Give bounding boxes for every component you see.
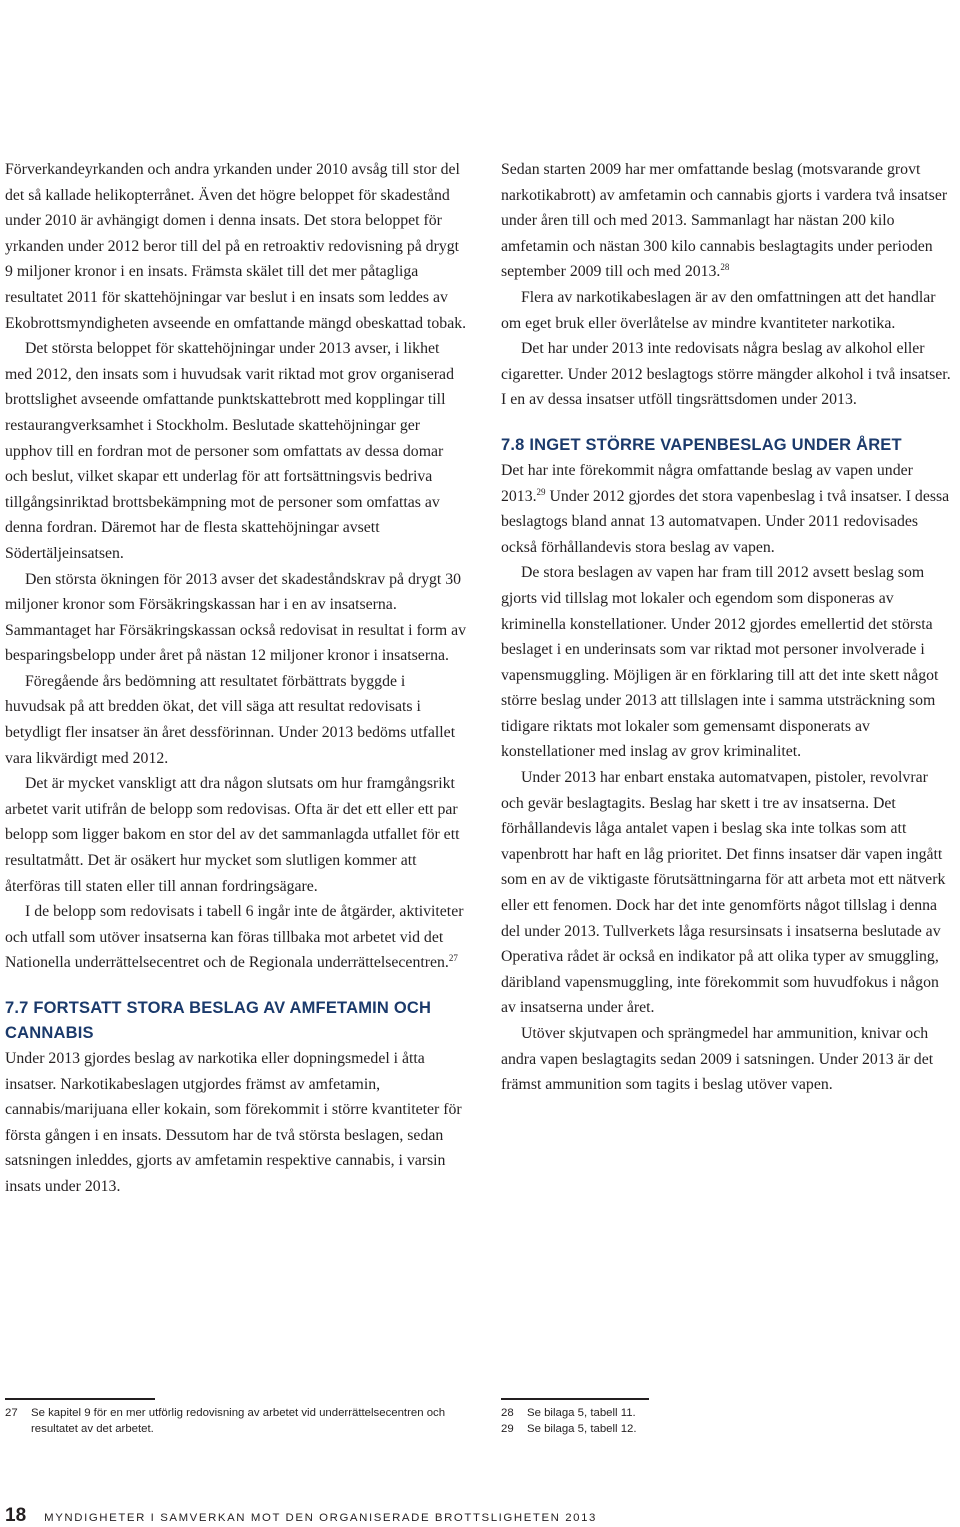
running-title: MYNDIGHETER I SAMVERKAN MOT DEN ORGANISERADE BROTTSLIGHETEN 2013 — [44, 1512, 597, 1524]
paragraph: Sedan starten 2009 har mer omfattande beslag (motsvarande grovt narkotikabrott) av amfetamin och cannabis gjorts i vardera två insatser under åren till och med 2013. Sammanlagt har nästan 200 kilo amfetamin och nästan 300 kilo cannabis beslagtagits under perioden september 2009 till och med 2013.28 — [501, 161, 948, 281]
left-column — [5, 157, 467, 1200]
footnote-number: 29 — [501, 1422, 514, 1435]
footnotes-left — [5, 1398, 467, 1437]
paragraph: Under 2013 gjordes beslag av narkotika eller dopningsmedel i åtta insatser. Narkotikabeslagen utgjordes främst av amfetamin, cannabis/marijuana eller kokain, som förekommit i större kvantiteter för första gången i en insats. Dessutom har de två största beslagen, sedan satsningen inleddes, gjorts av amfetamin respektive cannabis, i varsin insats under 2013. — [5, 1050, 462, 1195]
footnote — [5, 1406, 467, 1437]
section-heading-7-8: 7.8 INGET STÖRRE VAPENBESLAG UNDER ÅRET — [501, 435, 902, 454]
footnote-reference: 29 — [536, 486, 546, 497]
footnotes-right — [501, 1398, 701, 1437]
footnote-divider — [5, 1398, 155, 1400]
paragraph: Förverkandeyrkanden och andra yrkanden under 2010 avsåg till stor del det så kallade helikopterrånet. Även det högre beloppet för skadestånd under 2010 är avhängigt domen i denna insats. Det stora beloppet för yrkanden under 2012 beror till del på en retroaktiv redovisning på drygt 9 miljoner kronor i en insats. Främsta skälet till det mer påtagliga resultatet 2011 för skattehöjningar var beslut i en insats som leddes av Ekobrottsmyndigheten avseende en omfattande mängd obeskattad tobak. — [5, 161, 467, 332]
section-heading-7-7: 7.7 FORTSATT STORA BESLAG AV AMFETAMIN OCH CANNABIS — [5, 999, 432, 1042]
paragraph: De stora beslagen av vapen har fram till 2012 avsett beslag som gjorts vid tillslag mot lokaler och egendom som disponeras av kriminella konstellationer. Under 2012 gjordes emellertid det största beslaget i en underinsats som var riktad mot personer involverade i vapensmuggling. Möjligen är en förklaring till att det inte skett något större beslag under 2013 att tillslagen inte i samma utsträckning som tidigare riktats mot lokaler som gemensamt disponerats av konstellationer med inslag av grov kriminalitet. — [501, 564, 939, 761]
paragraph: Föregående års bedömning att resultatet förbättrats byggde i huvudsak på att bredden ökat, det vill säga att resultat redovisats i betydligt fler insatser än året dessförinnan. Under 2013 bedöms utfallet vara likvärdigt med 2012. — [5, 672, 456, 767]
footnote-reference: 27 — [448, 953, 458, 964]
paragraph: Det har inte förekommit några omfattande beslag av vapen under 2013.29 Under 2012 gjordes det stora vapenbeslag i två insatser. I dessa beslagtogs bland annat 13 automatvapen. Under 2011 redovisades också förhållandevis stora beslag av vapen. — [501, 461, 950, 556]
paragraph: I de belopp som redovisats i tabell 6 ingår inte de åtgärder, aktiviteter och utfall som utöver insatserna kan föras tillbaka mot arbetet vid det Nationella underrättelsecentret och de Regionala underrättelsecentren.$^{27}$ — [5, 903, 464, 972]
footnote — [501, 1422, 701, 1438]
footnote-divider — [501, 1398, 649, 1400]
paragraph: Det är mycket vanskligt att dra någon slutsats om hur framgångsrikt arbetet varit utifrån de belopp som redovisas. Ofta är det ett eller ett par belopp som ligger bakom en stor del av det sammanlagda utfallet för ett resultatmått. Det är osäkert hur mycket som slutligen kommer att återföras till staten eller till annan fordringsägare. — [5, 775, 460, 895]
paragraph: Flera av narkotikabeslagen är av den omfattningen att det handlar om eget bruk eller överlåtelse av mindre kvantiteter narkotika. — [501, 288, 936, 332]
footnote-text: Se kapitel 9 för en mer utförlig redovisning av arbetet vid underrättelsecentren och resultatet av det arbetet. — [31, 1407, 446, 1435]
right-column — [501, 157, 953, 1098]
footnote — [501, 1406, 701, 1422]
paragraph: Det har under 2013 inte redovisats några beslag av alkohol eller cigaretter. Under 2012 beslagtogs större mängder alkohol i två insatser. I en av dessa insatser utföll tingsrättsdomen under 2013. — [501, 340, 951, 409]
page-footer — [5, 1505, 597, 1527]
footnote-number: 27 — [5, 1407, 18, 1419]
footnote-reference: 28 — [720, 262, 730, 273]
paragraph: Under 2013 har enbart enstaka automatvapen, pistoler, revolvrar och gevär beslagtagits. Beslag har skett i tre av insatserna. Det förhållandevis låga antalet vapen i beslag ska inte tolkas som att vapenbrott har haft en låg prioritet. Det finns insatser där vapen ingått som en av de viktigaste förutsättningarna för att arbeta mot ett nätverk eller ett fenomen. Dock har det inte genomförts något tillslag i denna del under 2013. Tullverkets låga resursinsats i insatserna beslutade av Operativa rådet är också en indikator på att olika typer av smuggling, däribland vapensmuggling, inte förekommit som huvudfokus i någon av insatserna under året. — [501, 769, 946, 1017]
footnote-text: Se bilaga 5, tabell 12. — [527, 1422, 637, 1435]
footnote-text: Se bilaga 5, tabell 11. — [527, 1407, 636, 1419]
footnote-number: 28 — [501, 1407, 514, 1419]
paragraph: Utöver skjutvapen och sprängmedel har ammunition, knivar och andra vapen beslagtagits sedan 2009 i satsningen. Under 2013 är det främst ammunition som tagits i beslag utöver vapen. — [501, 1025, 934, 1094]
paragraph: Den största ökningen för 2013 avser det skadeståndskrav på drygt 30 miljoner kronor som Försäkringskassan har i en av insatserna. Sammantaget har Försäkringskassan också redovisat in resultat i form av besparingsbelopp under året på nästan 12 miljoner kronor i insatserna. — [5, 570, 467, 665]
paragraph: Det största beloppet för skattehöjningar under 2013 avser, i likhet med 2012, den insats som i huvudsak varit riktad mot grov organiserad brottslighet avseende omfattande punktskattebrott med kopplingar till restaurangverksamhet i Stockholm. Beslutade skattehöjningar ger upphov till en fordran mot de personer som omfattats av dessa domar och beslut, vilket skapar ett underlag för att fortsättningsvis bedriva tillgångsinriktad brottsbekämpning mot de personer som omfattas av denna fordran. Däremot har de flesta skattehöjningar avsett Södertäljeinsatsen. — [5, 340, 454, 562]
page-number: 18 — [5, 1505, 27, 1526]
